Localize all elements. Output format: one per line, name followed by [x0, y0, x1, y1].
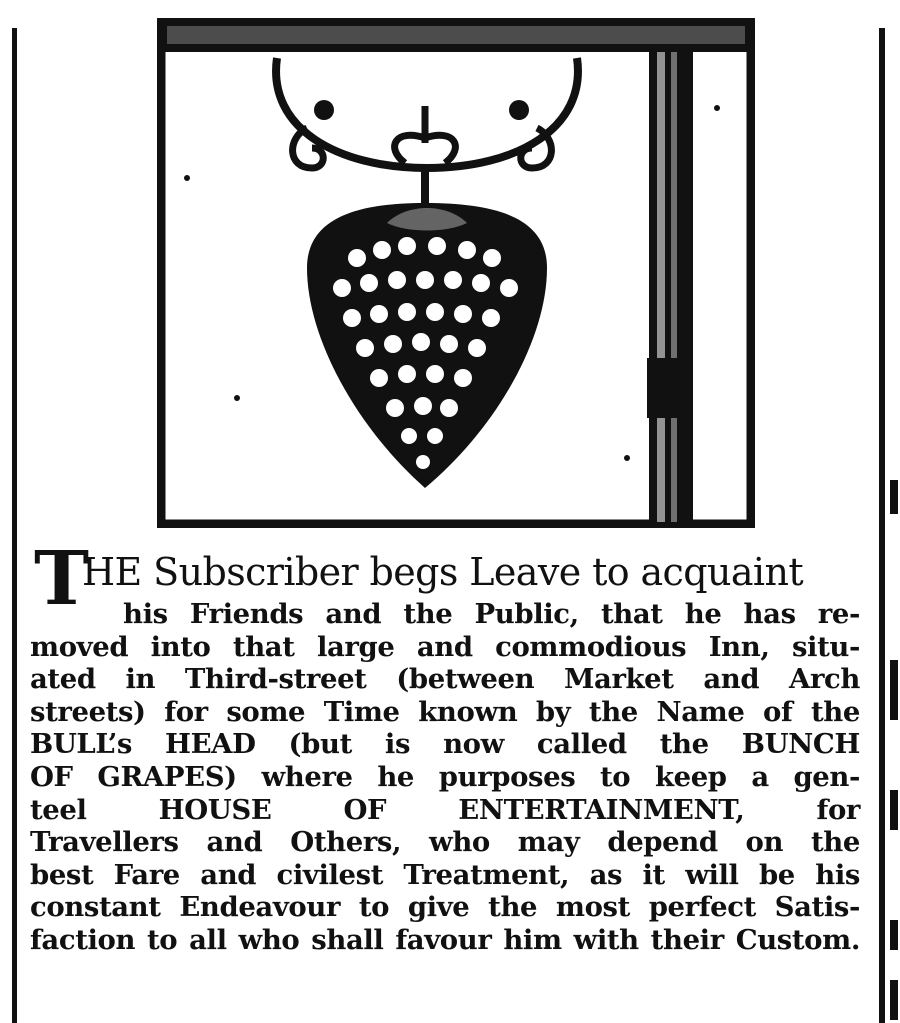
- ad-line: moved into that large and commodious Inn, situ-: [30, 630, 860, 663]
- ad-body: [30, 598, 860, 957]
- ad-line: BULL’s HEAD (but is now called the BUNCH: [30, 728, 860, 761]
- ad-line: best Fare and civilest Treatment, as it will be his: [30, 858, 860, 891]
- advertisement-text: [30, 536, 860, 957]
- drop-cap: T: [34, 536, 90, 622]
- ad-lead-text: HE Subscriber begs Leave to acquaint: [82, 550, 803, 594]
- ad-line: his Friends and the Public, that he has re-: [123, 598, 860, 630]
- ad-line: faction to all who shall favour him with their Custom.: [30, 923, 860, 956]
- bunch-of-grapes-sign-icon: [157, 18, 755, 528]
- ad-line: constant Endeavour to give the most perfect Satis-: [30, 891, 860, 924]
- ad-line: streets) for some Time known by the Name of the: [30, 695, 860, 728]
- column-rule-right: [879, 28, 885, 1023]
- page-edge-marks: [888, 480, 900, 1020]
- column-rule-left: [12, 28, 17, 1023]
- ad-line: OF GRAPES) where he purposes to keep a gen-: [30, 760, 860, 793]
- ad-line: ated in Third-street (between Market and Arch: [30, 663, 860, 696]
- ad-line: teel HOUSE OF ENTERTAINMENT, for: [30, 793, 860, 826]
- ad-line: Travellers and Others, who may depend on the: [30, 826, 860, 859]
